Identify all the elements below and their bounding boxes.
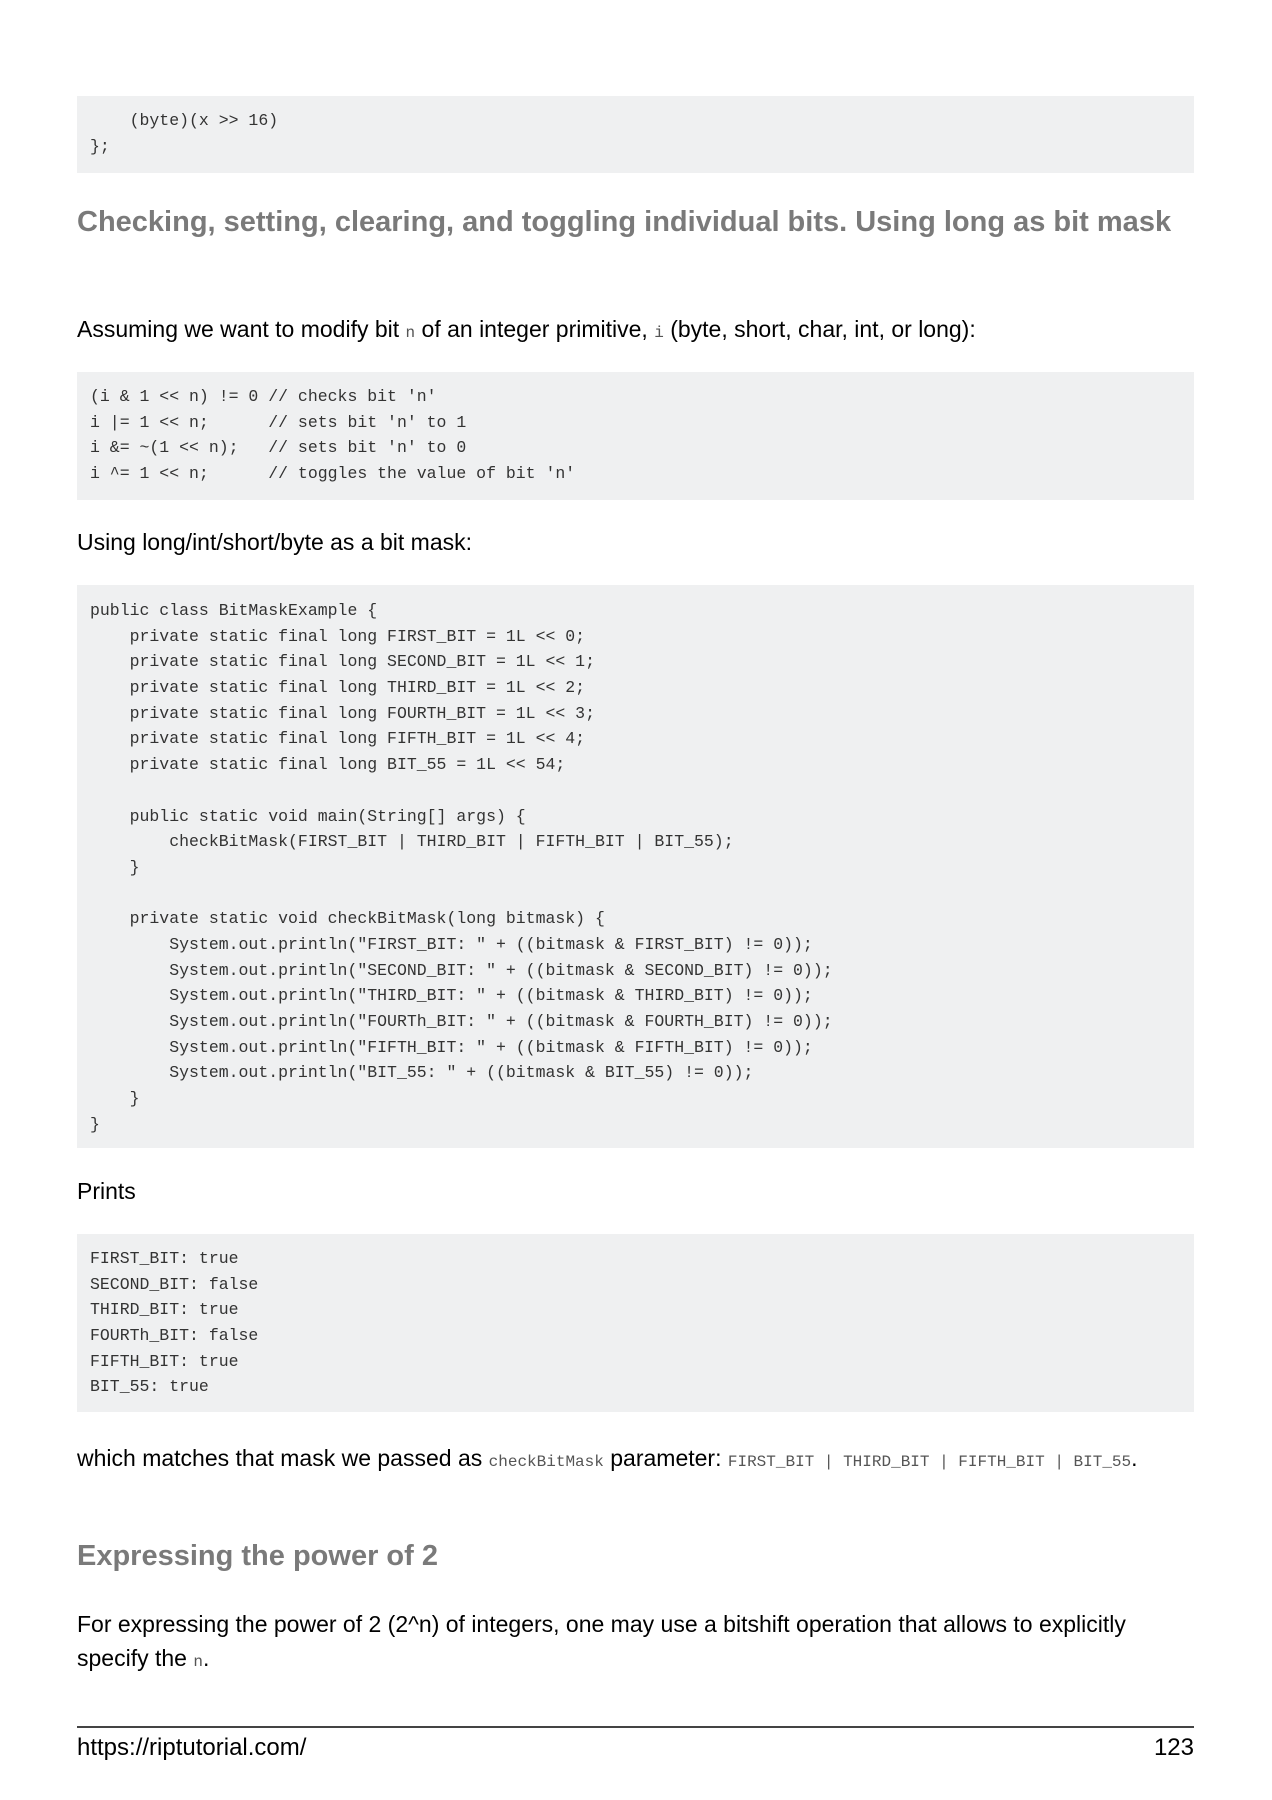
code-line: System.out.println("SECOND_BIT: " + ((bitmask & SECOND_BIT) != 0)); (90, 960, 833, 980)
code-line: i ^= 1 << n; // toggles the value of bit 'n' (90, 464, 576, 484)
text: (byte, short, char, int, or long): (663, 316, 976, 342)
code-line: }; (90, 136, 110, 156)
inline-code: i (654, 324, 664, 342)
code-line: public static void main(String[] args) { (90, 806, 526, 826)
footer-url[interactable]: https://riptutorial.com/ (77, 1734, 307, 1761)
code-line: } (90, 1114, 100, 1134)
inline-code: n (405, 324, 416, 342)
code-block-bit-ops (77, 372, 1194, 500)
code-line: FOURTh_BIT: false (90, 1326, 259, 1346)
code-line: private static final long SECOND_BIT = 1L << 1; (90, 652, 595, 672)
section-heading-bits: Checking, setting, clearing, and toggling individual bits. Using long as bit mask (77, 206, 1172, 238)
inline-code: n (193, 1653, 203, 1671)
footer (77, 1734, 1194, 1762)
paragraph-prints: Prints (77, 1178, 136, 1204)
text: which matches that mask we passed as (77, 1445, 489, 1471)
code-line: } (90, 1089, 140, 1109)
code-line: FIFTH_BIT: true (90, 1351, 239, 1371)
code-block-output (77, 1234, 1194, 1412)
code-line: } (90, 857, 140, 877)
paragraph-matches (77, 1440, 1194, 1480)
text: . (202, 1645, 210, 1671)
code-line: private static void checkBitMask(long bitmask) { (90, 909, 605, 929)
code-line: SECOND_BIT: false (90, 1274, 259, 1294)
text: of an integer primitive, (415, 316, 655, 342)
section-heading-power: Expressing the power of 2 (77, 1540, 438, 1572)
code-line: i |= 1 << n; // sets bit 'n' to 1 (90, 412, 467, 432)
code-line: BIT_55: true (90, 1377, 209, 1397)
inline-code: FIRST_BIT | THIRD_BIT | FIFTH_BIT | BIT_55 (727, 1453, 1132, 1471)
code-line: System.out.println("BIT_55: " + ((bitmask & BIT_55) != 0)); (90, 1063, 754, 1083)
code-line: private static final long THIRD_BIT = 1L << 2; (90, 678, 586, 698)
code-line: System.out.println("FIRST_BIT: " + ((bitmask & FIRST_BIT) != 0)); (90, 934, 813, 954)
code-line: FIRST_BIT: true (90, 1249, 239, 1268)
code-line: (byte)(x >> 16) (90, 111, 279, 130)
paragraph-bitmask: Using long/int/short/byte as a bit mask: (77, 529, 473, 555)
code-line: private static final long BIT_55 = 1L << 54; (90, 755, 566, 775)
code-line: System.out.println("FIFTH_BIT: " + ((bitmask & FIFTH_BIT) != 0)); (90, 1037, 813, 1057)
text: Assuming we want to modify bit (77, 316, 406, 342)
code-line: (i & 1 << n) != 0 // checks bit 'n' (90, 387, 437, 406)
inline-code: checkBitMask (488, 1453, 604, 1471)
code-line: THIRD_BIT: true (90, 1300, 239, 1320)
code-line: private static final long FOURTH_BIT = 1L << 3; (90, 703, 595, 723)
code-line: System.out.println("THIRD_BIT: " + ((bitmask & THIRD_BIT) != 0)); (90, 986, 813, 1006)
text: parameter: (603, 1445, 728, 1471)
code-line: private static final long FIFTH_BIT = 1L << 4; (90, 729, 586, 749)
text: . (1131, 1445, 1138, 1471)
code-line: i &= ~(1 << n); // sets bit 'n' to 0 (90, 438, 467, 458)
text: For expressing the power of 2 (2^n) of integers, one may use a bitshift operation that allows to explicitly specify the (77, 1611, 1126, 1671)
code-line (90, 778, 1181, 804)
code-line: public class BitMaskExample { (90, 601, 378, 620)
paragraph-assuming (77, 312, 1194, 350)
code-block-top (77, 96, 1194, 173)
page-number: 123 (1153, 1734, 1194, 1761)
code-block-example (77, 585, 1194, 1148)
code-line: System.out.println("FOURTh_BIT: " + ((bitmask & FOURTH_BIT) != 0)); (90, 1012, 833, 1031)
code-line: checkBitMask(FIRST_BIT | THIRD_BIT | FIFTH_BIT | BIT_55); (90, 832, 734, 852)
paragraph-power (77, 1607, 1177, 1679)
code-line: private static final long FIRST_BIT = 1L << 0; (90, 626, 586, 646)
code-line (90, 881, 1181, 907)
footer-divider (77, 1726, 1194, 1728)
